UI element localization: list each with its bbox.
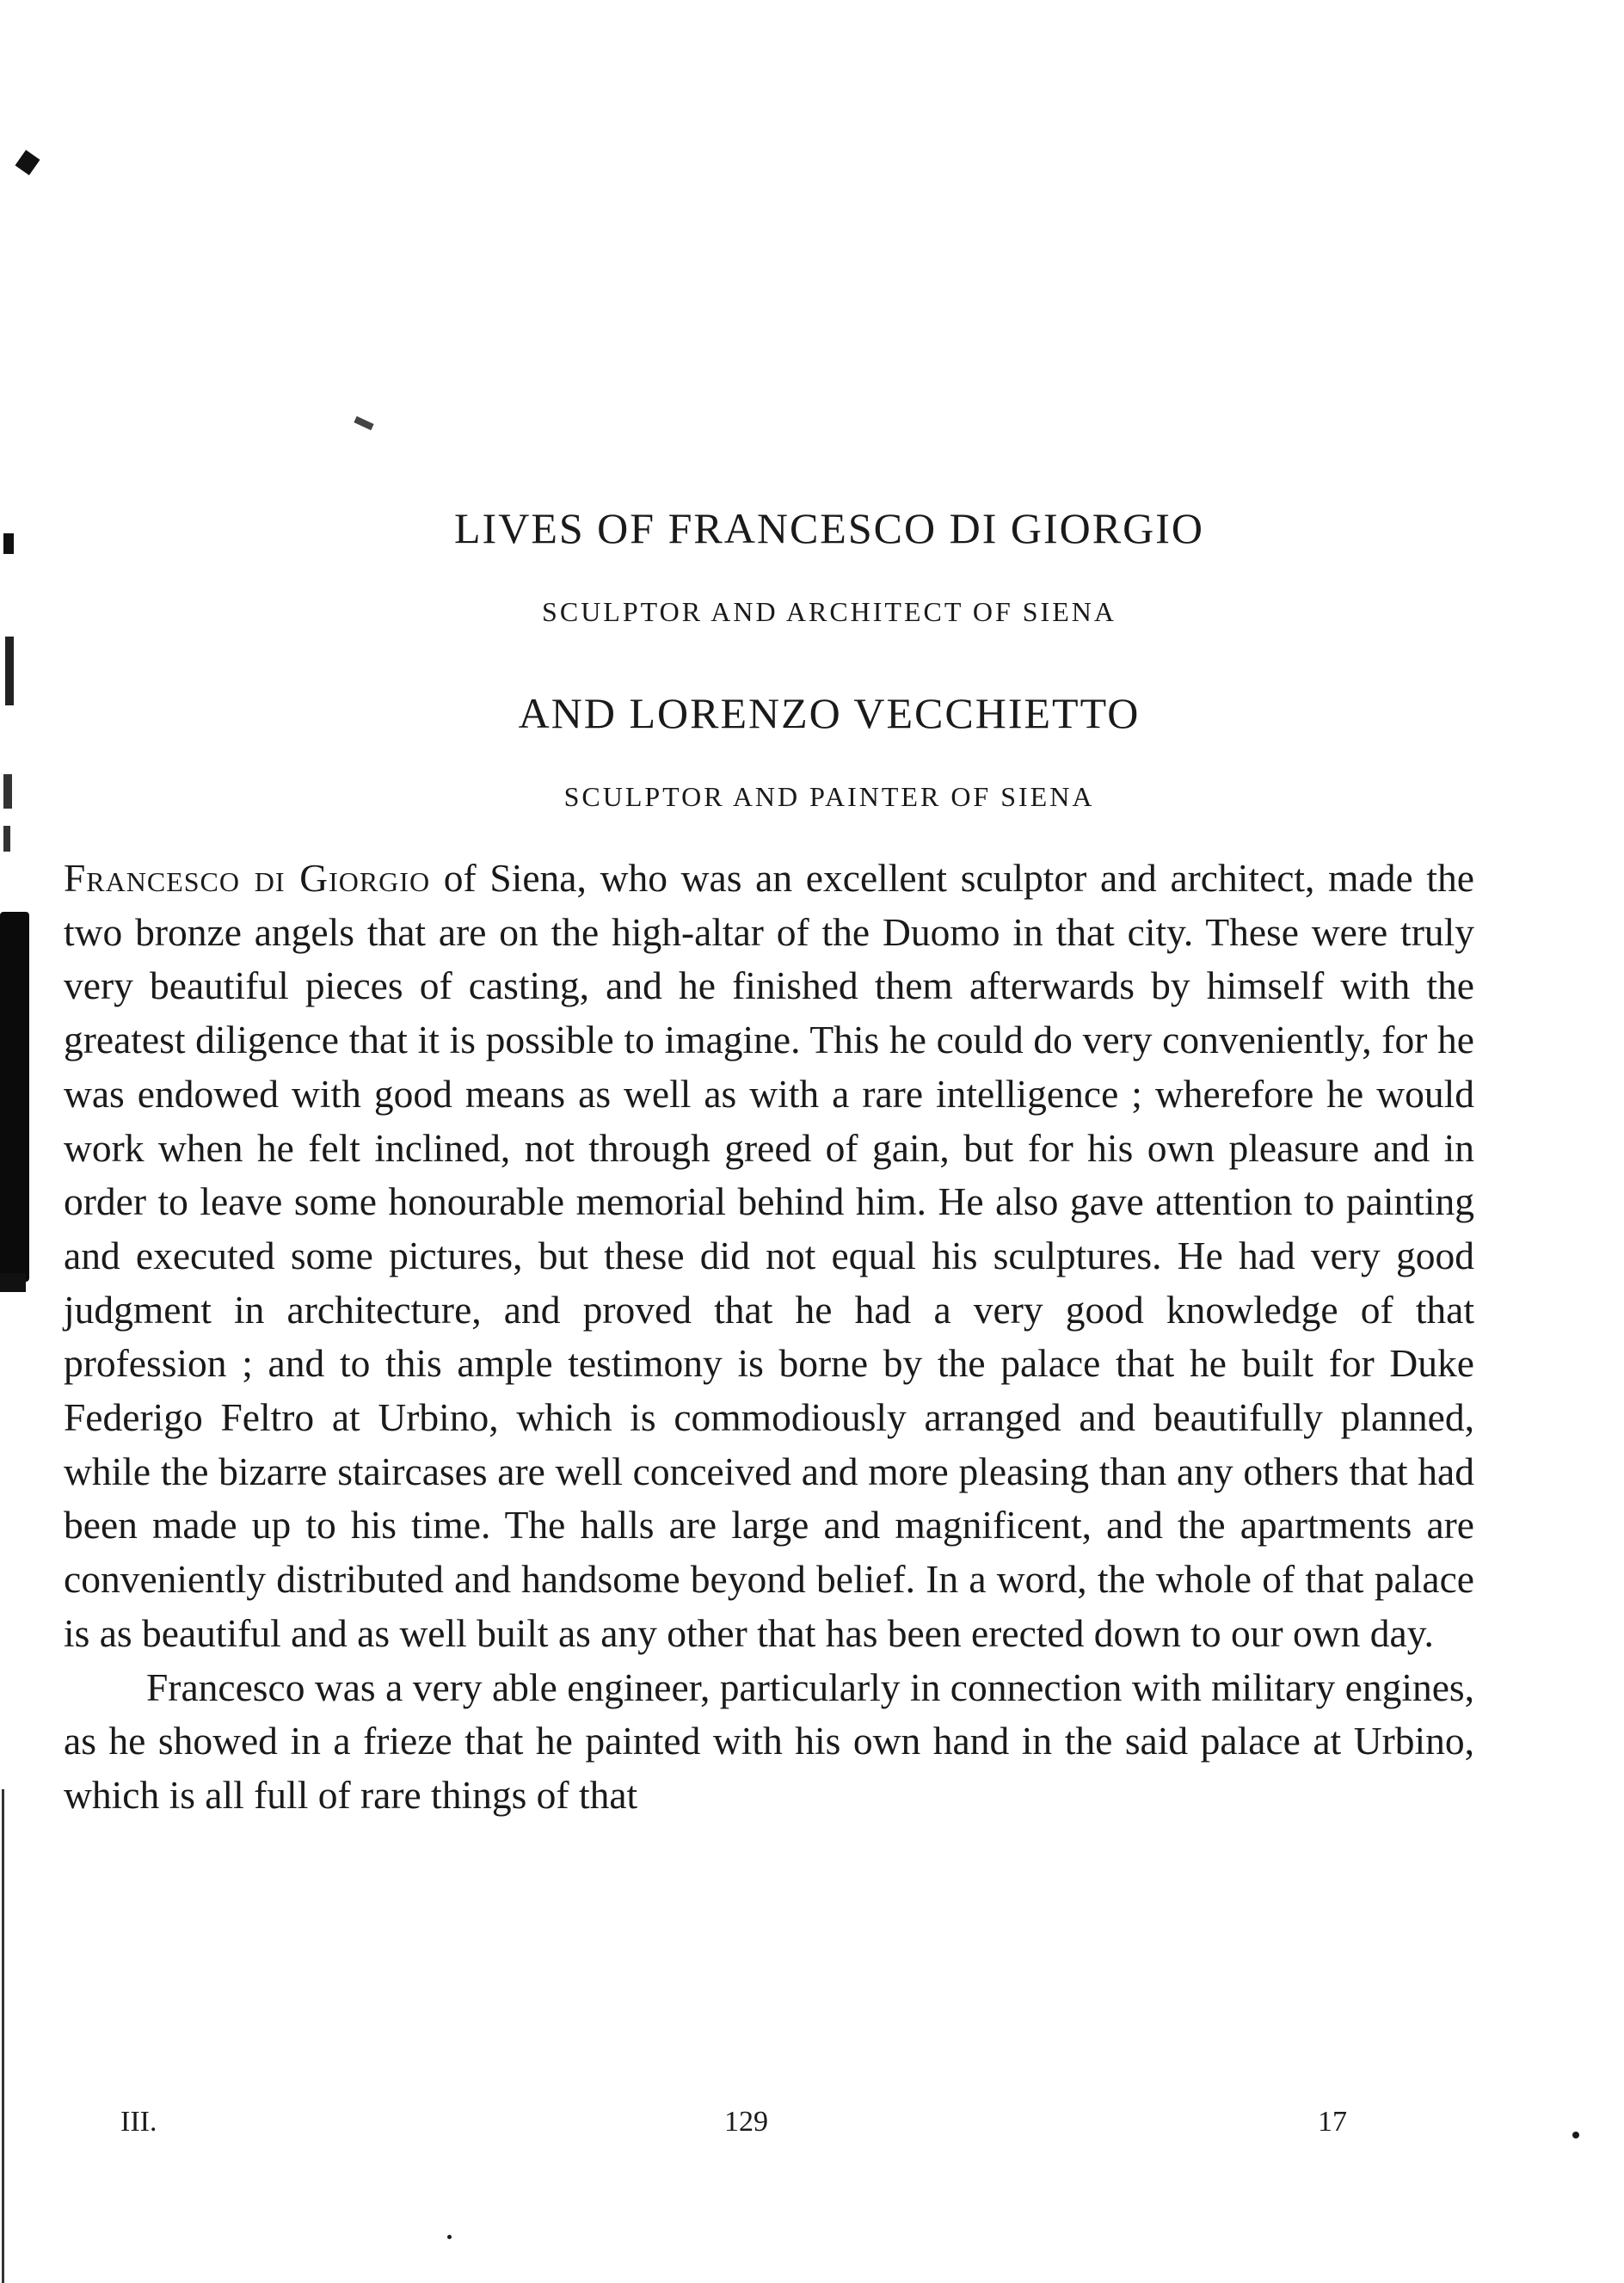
volume-signature: III. (120, 2106, 157, 2138)
chapter-title-second: AND LORENZO VECCHIETTO (518, 689, 1141, 737)
gathering-number: 17 (1318, 2106, 1347, 2138)
scan-mark-left-2 (5, 637, 14, 705)
binding-edge-line (2, 1789, 4, 2283)
paragraph-1-text: of Siena, who was an excellent sculptor and architect, made the two bronze angels that are on the high-altar of the Duomo in that city. These were truly very beautiful pieces of casting, and he finished them afterwards by himself with the greatest diligence that it is possible to imagine. This he could do very conveniently, for he was endowed with good means as well as with a rare intelligence ; wherefore he would work when he felt inclined, not through greed of gain, but for his own pleasure and in order to leave some honourable memorial behind him. He also gave attention to painting and executed some pictures, but these did not equal his sculptures. He had very good judgment in architecture, and proved that he had a very good knowledge of that profession ; and to this ample testimony is borne by the palace that he built for Duke Federigo Feltro at Urbino, which is commodiously arranged and beautifully planned, while the bizarre staircases are well conceived and more pleasing than any others that had been made up to his time. The halls are large and magnificent, and the apartments are conveniently distributed and handsome beyond belief. In a word, the whole of that palace is as beautiful and as well built as any other that has been erected down to our own day. (64, 856, 1474, 1655)
body-text (64, 852, 1474, 1823)
paragraph-lead: Francesco di Giorgio (64, 856, 431, 900)
scan-dot-right (1572, 2132, 1579, 2138)
scan-dot-bottom (447, 2235, 452, 2239)
chapter-subtitle: SCULPTOR AND ARCHITECT OF SIENA (542, 596, 1116, 627)
scan-mark-left-3 (3, 774, 12, 809)
scan-mark-top (15, 150, 40, 175)
scan-mark-small (354, 416, 373, 431)
binding-shadow (0, 912, 29, 1282)
page-number: 129 (724, 2106, 768, 2138)
paragraph-1 (64, 852, 1474, 1661)
chapter-title: LIVES OF FRANCESCO DI GIORGIO (454, 504, 1204, 552)
chapter-subtitle-second: SCULPTOR AND PAINTER OF SIENA (563, 781, 1095, 812)
scan-mark-left-5 (0, 1273, 26, 1292)
scan-mark-left-4 (3, 826, 10, 852)
scan-mark-left-1 (3, 533, 14, 554)
paragraph-2: Francesco was a very able engineer, particularly in connection with military engines, as he showed in a frieze that he painted with his own hand in the said palace at Urbino, which is all full of rare things of that (64, 1665, 1474, 1817)
